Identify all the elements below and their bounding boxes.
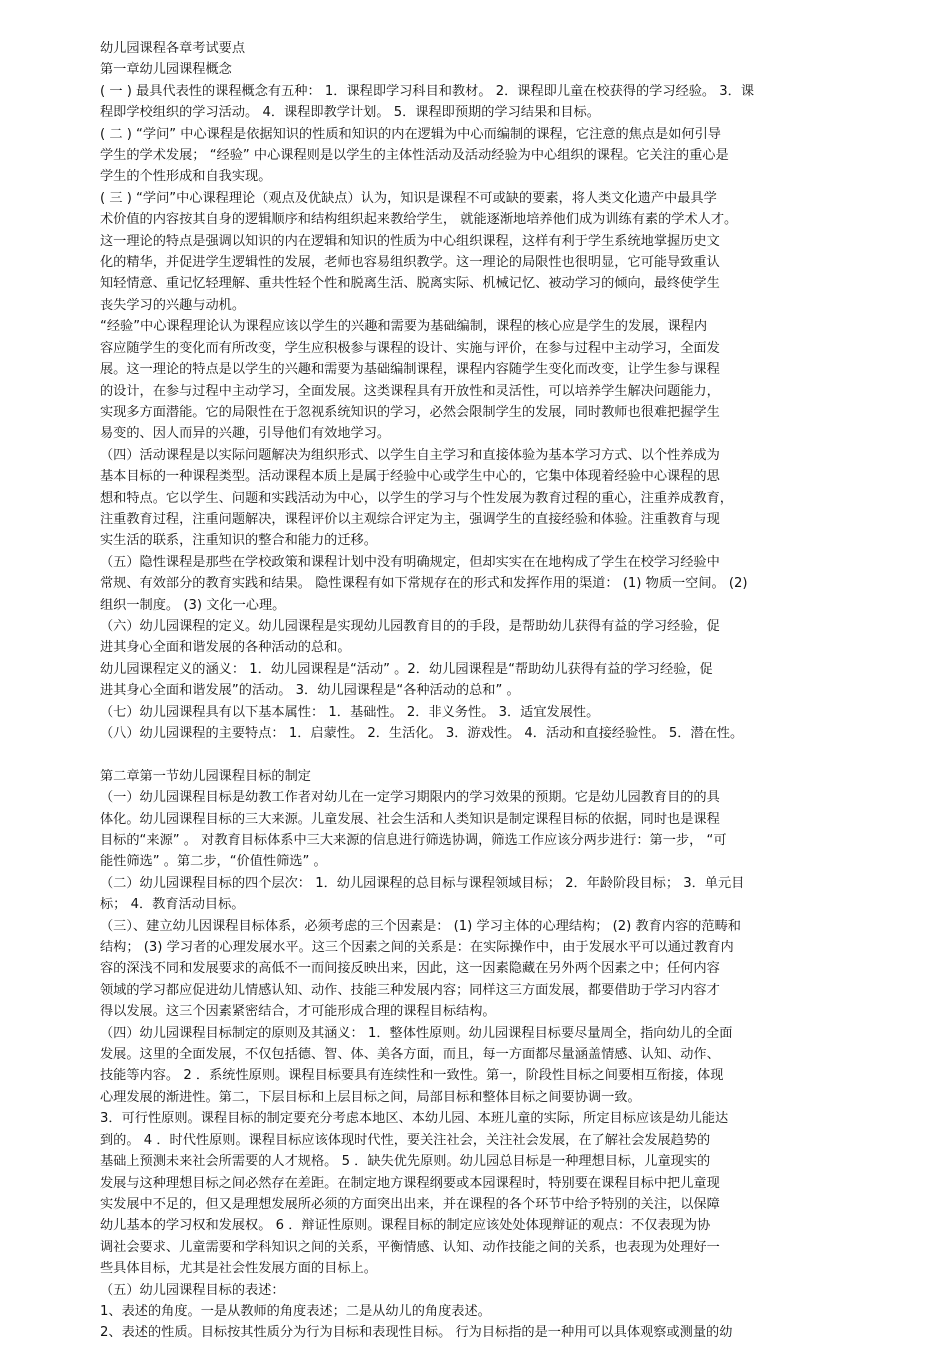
text-line: 领域的学习都应促进幼儿情感认知、动作、技能三种发展内容；同样这三方面发展，都要借助于学习内容才 bbox=[100, 982, 720, 998]
text-line: 常规、有效部分的教育实践和结果。 隐性课程有如下常规存在的形式和发挥作用的渠道： (1) 物质一空间。 (2) bbox=[100, 576, 748, 592]
text-line: 目标的“来源” 。 对教育目标体系中三大来源的信息进行筛选协调，筛选工作应该分两步进行：第一步， “可 bbox=[100, 833, 727, 849]
text-line: （四）活动课程是以实际问题解决为组织形式、以学生自主学习和直接体验为基本学习方式、以个性养成为 bbox=[100, 447, 720, 463]
text-line: 实发展中不足的，但又是理想发展所必须的方面突出出来，并在课程的各个环节中给予特别的关注，以保障 bbox=[100, 1196, 720, 1212]
text-line: 幼儿园课程定义的涵义： 1．幼儿园课程是“活动” 。2．幼儿园课程是“帮助幼儿获得有益的学习经验，促 bbox=[100, 661, 713, 677]
text-line: （四）幼儿园课程目标制定的原则及其涵义： 1．整体性原则。幼儿园课程目标要尽量周全，指向幼儿的全面 bbox=[100, 1025, 733, 1041]
text-line: 进其身心全面和谐发展的各种活动的总和。 bbox=[100, 640, 351, 656]
text-line: 幼儿基本的学习权和发展权。 6 ．辩证性原则。课程目标的制定应该处处体现辩证的观点：不仅表现为协 bbox=[100, 1218, 711, 1234]
text-line: 易变的、因人而异的兴趣，引导他们有效地学习。 bbox=[100, 426, 391, 442]
text-line: 得以发展。这三个因素紧密结合，才可能形成合理的课程目标结构。 bbox=[100, 1004, 496, 1020]
text-line: 容应随学生的变化而有所改变，学生应积极参与课程的设计、实施与评价，在参与过程中主动学习，全面发 bbox=[100, 340, 720, 356]
text-line: 3．可行性原则。课程目标的制定要充分考虑本地区、本幼儿园、本班儿童的实际，所定目标应该是幼儿能达 bbox=[100, 1111, 729, 1127]
text-line: 体化。幼儿园课程目标的三大来源。儿童发展、社会生活和人类知识是制定课程目标的依据，同时也是课程 bbox=[100, 811, 720, 827]
text-line: 想和特点。它以学生、问题和实践活动为中心，以学生的学习与个性发展为教育过程的重心，注重养成教育， bbox=[100, 490, 733, 506]
text-line: 基础上预测未来社会所需要的人才规格。 5 ．缺失优先原则。幼儿园总目标是一种理想目标，儿童现实的 bbox=[100, 1154, 711, 1170]
text-line: 心理发展的渐进性。第二，下层目标和上层目标之间，局部目标和整体目标之间要协调一致。 bbox=[100, 1089, 641, 1105]
text-line: 学生的学术发展； “经验” 中心课程则是以学生的主体性活动及活动经验为中心组织的课程。它关注的重心是 bbox=[100, 148, 729, 164]
text-line: 能性筛选” 。第二步，“价值性筛选” 。 bbox=[100, 854, 327, 870]
text-line: （一）幼儿园课程目标是幼教工作者对幼儿在一定学习期限内的学习效果的预期。它是幼儿园教育目的的具 bbox=[100, 790, 720, 806]
text-line: （二）幼儿园课程目标的四个层次： 1．幼儿园课程的总目标与课程领域目标； 2．年龄阶段目标； 3．单元目 bbox=[100, 875, 745, 891]
text-line: 发展。这里的全面发展，不仅包括德、智、体、美各方面，而且，每一方面都尽量涵盖情感、认知、动作、 bbox=[100, 1047, 720, 1063]
text-line: 第一章幼儿园课程概念 bbox=[100, 62, 232, 78]
text-line: 的设计，在参与过程中主动学习，全面发展。这类课程具有开放性和灵活性，可以培养学生解决问题能力， bbox=[100, 383, 720, 399]
text-line: （五）幼儿园课程目标的表述： bbox=[100, 1282, 285, 1298]
text-line: 1、表述的角度。一是从教师的角度表述；二是从幼儿的角度表述。 bbox=[100, 1303, 491, 1319]
text-line: 化的精华，并促进学生逻辑性的发展，老师也容易组织教学。这一理论的局限性也很明显，它可能导致重认 bbox=[100, 255, 720, 271]
text-line: 注重教育过程，注重问题解决，课程评价以主观综合评定为主，强调学生的直接经验和体验。注重教育与现 bbox=[100, 511, 720, 527]
text-line: ( 三 ) “学问”中心课程理论（观点及优缺点）认为，知识是课程不可或缺的要素，将人类文化遗产中最具学 bbox=[100, 190, 717, 206]
text-line: 容的深浅不同和发展要求的高低不一而间接反映出来，因此，这一因素隐藏在另外两个因素之中；任何内容 bbox=[100, 961, 720, 977]
text-line: （八）幼儿园课程的主要特点： 1．启蒙性。 2．生活化。 3．游戏性。 4．活动和直接经验性。 5．潜在性。 bbox=[100, 726, 744, 741]
text-line: 实现多方面潜能。它的局限性在于忽视系统知识的学习，必然会限制学生的发展，同时教师也很难把握学生 bbox=[100, 404, 720, 420]
text-line: （五）隐性课程是那些在学校政策和课程计划中没有明确规定，但却实实在在地构成了学生在校学习经验中 bbox=[100, 554, 720, 570]
text-line: ( 一 ) 最具代表性的课程概念有五种： 1．课程即学习科目和教材。 2．课程即儿童在校获得的学习经验。 3．课 bbox=[100, 83, 755, 99]
text-line: 学生的个性形成和自我实现。 bbox=[100, 169, 272, 185]
text-line: 些具体目标，尤其是社会性发展方面的目标上。 bbox=[100, 1261, 377, 1277]
text-line: （六）幼儿园课程的定义。幼儿园课程是实现幼儿园教育目的的手段，是帮助幼儿获得有益的学习经验，促 bbox=[100, 618, 720, 634]
text-line: 2、表述的性质。目标按其性质分为行为目标和表现性目标。 行为目标指的是一种用可以具体观察或测量的幼 bbox=[100, 1325, 733, 1341]
text-line: 知轻情意、重记忆轻理解、重共性轻个性和脱离生活、脱离实际、机械记忆、被动学习的倾向，最终使学生 bbox=[100, 276, 720, 292]
text-line: 展。这一理论的特点是以学生的兴趣和需要为基础编制课程，课程内容随学生变化而改变，让学生参与课程 bbox=[100, 362, 720, 378]
text-line: 技能等内容。 2 ．系统性原则。课程目标要具有连续性和一致性。第一，阶段性目标之间要相互衔接，体现 bbox=[100, 1068, 724, 1084]
text-line: 进其身心全面和谐发展”的活动。 3．幼儿园课程是“各种活动的总和” 。 bbox=[100, 683, 520, 699]
text-line: 调社会要求、儿童需要和学科知识之间的关系，平衡情感、认知、动作技能之间的关系，也表现为处理好一 bbox=[100, 1239, 720, 1255]
document-title: 幼儿园课程各章考试要点 bbox=[100, 41, 246, 56]
text-line: 基本目标的一种课程类型。活动课程本质上是属于经验中心或学生中心的，它集中体现着经验中心课程的思 bbox=[100, 469, 720, 485]
text-line: 程即学校组织的学习活动。 4．课程即教学计划。 5．课程即预期的学习结果和目标。 bbox=[100, 105, 600, 121]
text-line: （七）幼儿园课程具有以下基本属性： 1．基础性。 2．非义务性。 3．适宜发展性。 bbox=[100, 704, 600, 720]
text-line: （三）、建立幼儿因课程目标体系，必须考虑的三个因素是： (1) 学习主体的心理结构； (2) 教育内容的范畴和 bbox=[100, 918, 741, 934]
blank-line bbox=[100, 744, 890, 765]
text-line: ( 二 ) “学问” 中心课程是依据知识的性质和知识的内在逻辑为中心而编制的课程，它注意的焦点是如何引导 bbox=[100, 126, 721, 142]
text-line: 组织一制度。 (3) 文化一心理。 bbox=[100, 597, 286, 613]
text-line: 实生活的联系，注重知识的整合和能力的迁移。 bbox=[100, 533, 377, 549]
text-line: 结构； (3) 学习者的心理发展水平。这三个因素之间的关系是：在实际操作中，由于发展水平可以通过教育内 bbox=[100, 940, 734, 956]
text-line: 术价值的内容按其自身的逻辑顺序和结构组织起来教给学生， 就能逐渐地培养他们成为训练有素的学术人才。 bbox=[100, 212, 738, 228]
text-line: 到的。 4 ．时代性原则。课程目标应该体现时代性，要关注社会，关注社会发展，在了解社会发展趋势的 bbox=[100, 1132, 711, 1148]
text-line: 发展与这种理想目标之间必然存在差距。在制定地方课程纲要或本园课程时，特别要在课程目标中把儿童现 bbox=[100, 1175, 720, 1191]
text-line: 第二章第一节幼儿园课程目标的制定 bbox=[100, 768, 311, 784]
text-line: 丧失学习的兴趣与动机。 bbox=[100, 297, 246, 313]
text-line: 标； 4．教育活动目标。 bbox=[100, 897, 245, 913]
text-line: “经验”中心课程理论认为课程应该以学生的兴趣和需要为基础编制，课程的核心应是学生的发展，课程内 bbox=[100, 319, 708, 335]
text-line: 这一理论的特点是强调以知识的内在逻辑和知识的性质为中心组织课程，这样有利于学生系统地掌握历史文 bbox=[100, 233, 720, 249]
document-page bbox=[100, 38, 890, 1344]
